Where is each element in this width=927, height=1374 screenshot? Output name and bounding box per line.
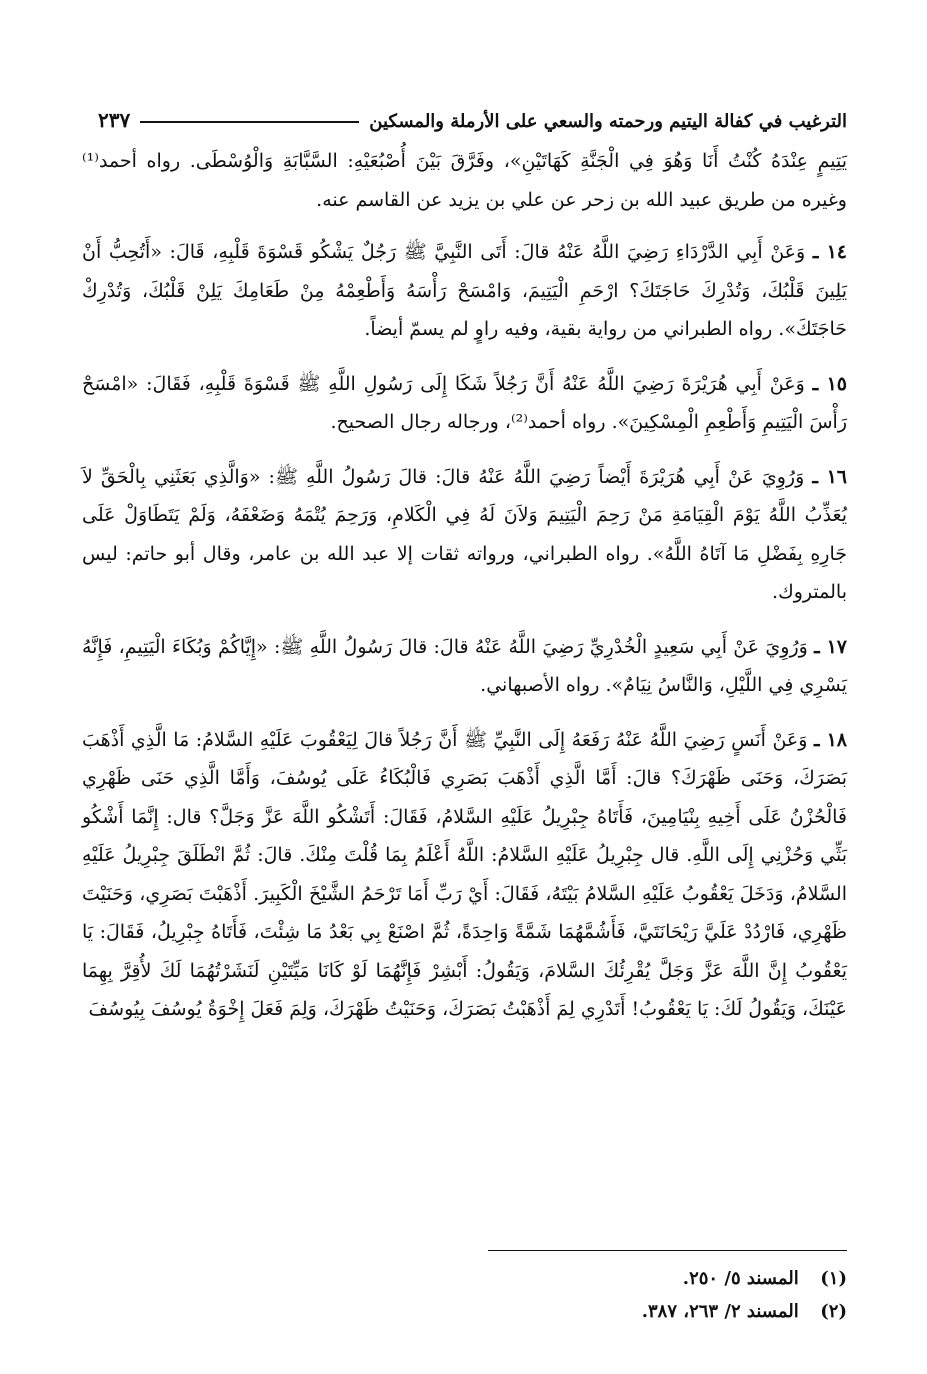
hadith-number: ١٦ ـ: [812, 465, 847, 488]
paragraph-text: وَرُوِيَ عَنْ أَبِي سَعِيدٍ الْخُدْرِيِّ رَضِيَ اللَّهُ عَنْهُ قالَ: قالَ رَسُولُ اللَّهِ ﷺ: «إِيَّاكُمْ وَبُكَاءَ الْيَتِيمِ، فَإِنَّهُ يَسْرِي فِي اللَّيْلِ، وَالنَّاسُ نِيَامٌ». رواه الأصبهاني.: [82, 635, 847, 696]
footnote-text: المسند ٢/ ٢٦٣، ٣٨٧.: [641, 1301, 799, 1322]
footnote-number: (٢): [820, 1301, 847, 1322]
footnote-text: المسند ٥/ ٢٥٠.: [682, 1268, 799, 1289]
footnote-1: [347, 1262, 847, 1295]
header-rule: [140, 121, 359, 123]
hadith-number: ١٤ ـ: [812, 241, 847, 263]
paragraph-text: وَعَنْ أَنَسٍ رَضِيَ اللَّهُ عَنْهُ رَفَعَهُ إِلَى النَّبِيِّ ﷺ أَنَّ رَجُلاً قالَ لِيَعْقُوبَ عَلَيْهِ السَّلامُ: مَا الَّذِي أَذْهَبَ بَصَرَكَ، وَحَنَى ظَهْرَكَ؟ قالَ: أَمَّا الَّذِي أَذْهَبَ بَصَرِي فَالْبُكَاءُ عَلَى يُوسُفَ، وَأَمَّا الَّذِي حَنَى ظَهْرِي فَالْحُزْنُ عَلَى أَخِيهِ بِنْيَامِينَ، فَأَتَاهُ جِبْرِيلُ عَلَيْهِ السَّلامُ، فَقَالَ: أَتَشْكُو اللَّهَ عَزَّ وَجَلَّ؟ قال: إِنَّمَا أَشْكُو بَثِّي وَحُزْنِي إِلَى اللَّهِ. قال جِبْرِيلُ عَلَيْهِ السَّلامُ: اللَّهُ أَعْلَمُ بِمَا قُلْتَ مِنْكَ. قالَ: ثُمَّ انْطَلَقَ جِبْرِيلُ عَلَيْهِ السَّلامُ، وَدَخَلَ يَعْقُوبُ عَلَيْهِ السَّلامُ بَيْتَهُ، فَقَالَ: أَيْ رَبِّ أَمَا تَرْحَمُ الشَّيْخَ الْكَبِيرَ. أَذْهَبْتَ بَصَرِي، وَحَنَيْتَ ظَهْرِي، فَارْدُدْ عَلَيَّ رَيْحَانَتَيَّ، فَأَشُمَّهُمَا شَمَّةً وَاحِدَةً، ثُمَّ اصْنَعْ بِي بَعْدُ مَا شِئْتَ، فَأَتَاهُ جِبْرِيلُ، فَقَالَ: يَا يَعْقُوبُ إِنَّ اللَّهَ عَزَّ وَجَلَّ يُقْرِئُكَ السَّلامَ، وَيَقُولُ: أَبْشِرْ فَإِنَّهُمَا لَوْ كَانَا مَيِّتَيْنِ لَنَشَرْتُهُمَا لَكَ لأُقِرَّ بِهِمَا عَيْنَكَ، وَيَقُولُ لَكَ: يَا يَعْقُوبُ! أَتَدْرِي لِمَ أَذْهَبْتُ بَصَرَكَ، وَحَنَيْتُ ظَهْرَكَ، وَلِمَ فَعَلَ إِخْوَةُ يُوسُفَ بِيُوسُفَ: [82, 728, 847, 1020]
footnotes: [347, 1262, 847, 1328]
main-text: [82, 142, 847, 1045]
paragraph-text: وَرُوِيَ عَنْ أَبِي هُرَيْرَةَ أَيْضاً رَضِيَ اللَّهُ عَنْهُ قالَ: قالَ رَسُولُ اللَّهِ ﷺ: «وَالَّذِي بَعَثَنِي بِالْحَقِّ لاَ يُعَذِّبُ اللَّهُ يَوْمَ الْقِيَامَةِ مَنْ رَحِمَ الْيَتِيمَ وَلاَنَ لَهُ فِي الْكَلامِ، وَرَحِمَ يُتْمَهُ وَضَعْفَهُ، وَلَمْ يَتَطَاوَلْ عَلَى جَارِهِ بِفَضْلِ مَا آتَاهُ اللَّهُ». رواه الطبراني، ورواته ثقات إلا عبد الله بن عامر، وقال أبو حاتم: ليس بالمتروك.: [82, 465, 847, 603]
paragraph-text: وَعَنْ أَبِي الدَّرْدَاءِ رَضِيَ اللَّهُ عَنْهُ قالَ: أَتَى النَّبِيَّ ﷺ رَجُلٌ يَشْكُو قَسْوَةَ قَلْبِهِ، قَالَ: «أَتُحِبُّ أَنْ يَلِينَ قَلْبُكَ، وَتُدْرِكَ حَاجَتَكَ؟ ارْحَمِ الْيَتِيمَ، وَامْسَحْ رَأْسَهُ وَأَطْعِمْهُ مِنْ طَعَامِكَ يَلِنْ قَلْبُكَ، وَتُدْرِكْ حَاجَتَكَ». رواه الطبراني من رواية بقية، وفيه راوٍ لم يسمّ أيضاً.: [82, 241, 847, 340]
paragraph-continuation: [82, 142, 847, 219]
hadith-number: ١٧ ـ: [814, 635, 847, 658]
hadith-18: [82, 721, 847, 1029]
hadith-15: [82, 365, 847, 442]
paragraph-text: وَعَنْ أَبِي هُرَيْرَةَ رَضِيَ اللَّهُ عَنْهُ أَنَّ رَجُلاً شَكَا إِلَى رَسُولِ اللَّهِ ﷺ قَسْوَةَ قَلْبِهِ، فَقَالَ: «امْسَحْ رَأْسَ الْيَتِيمِ وَأَطْعِمِ الْمِسْكِينَ». رواه أحمد⁽²⁾، ورجاله رجال الصحيح.: [82, 372, 847, 433]
footnote-number: (١): [820, 1268, 847, 1289]
running-header: [98, 96, 847, 132]
footnote-separator: [488, 1250, 847, 1251]
header-title: الترغيب في كفالة اليتيم ورحمته والسعي على الأرملة والمسكين: [369, 111, 847, 132]
page-number: ٢٣٧: [98, 108, 131, 132]
footnote-2: [347, 1295, 847, 1328]
hadith-17: [82, 628, 847, 705]
hadith-16: [82, 458, 847, 612]
hadith-number: ١٨ ـ: [813, 728, 847, 751]
paragraph-text: يَتِيمٍ عِنْدَهُ كُنْتُ أَنَا وَهُوَ فِي الْجَنَّةِ كَهَاتَيْنِ»، وفَرَّقَ بَيْنَ أُصْبُعَيْهِ: السَّبَّابَةِ وَالْوُسْطَى. رواه أحمد⁽¹⁾ وغيره من طريق عبيد الله بن زحر عن علي بن يزيد عن القاسم عنه.: [82, 150, 847, 211]
hadith-14: [82, 233, 847, 349]
hadith-number: ١٥ ـ: [812, 372, 847, 395]
